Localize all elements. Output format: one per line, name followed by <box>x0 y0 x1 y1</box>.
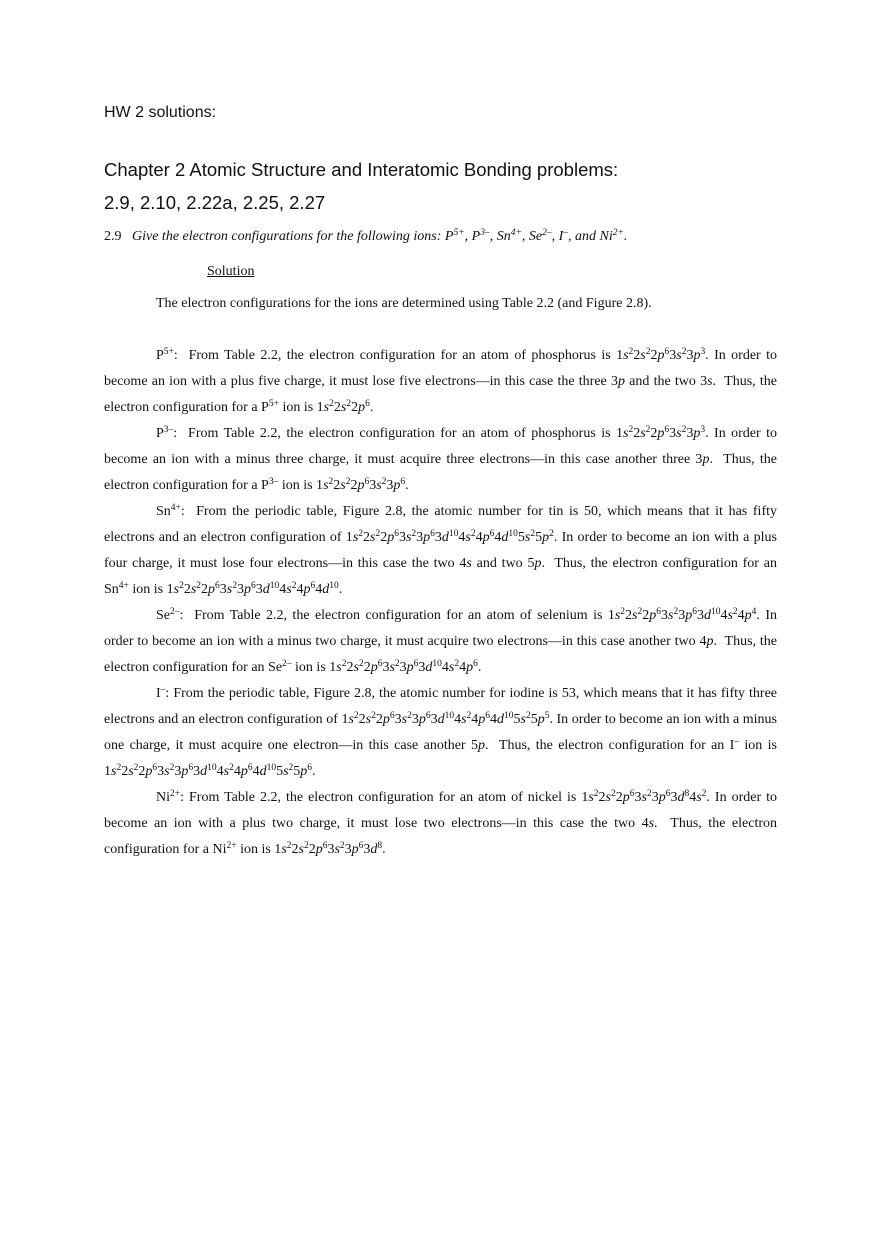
paragraph-iminus: I–: From the periodic table, Figure 2.8, the atomic number for iodine is 53, which means that it has fifty three electrons and an electron configuration of $1s^22s^22p^63s^23p^63d^{10}4s^24p^64d^{10}5s^25p^5$. In order to become an ion with a minus one charge, it must acquire one electron—in this case another 5p. Thus, the electron configuration for an I– ion is $1s^22s^22p^63s^23p^63d^{10}4s^24p^64d^{10}5s^25p^6$. <box>104 684 778 779</box>
solution-body <box>104 343 777 863</box>
paragraph-ni2plus: $Ni^{2+}$: From Table 2.2, the electron configuration for an atom of nickel is $1s^22s^22p^63s^23p^63d^84s^2$. In order to become an ion with a plus two charge, it must lose two electrons—in this case the two 4s. Thus, the electron configuration for a $Ni^{2+}$ ion is $1s^22s^22p^63s^23p^63d^8$. <box>104 788 777 857</box>
question-2-9 <box>104 229 784 245</box>
paragraph-se2minus: $Se^{2-}$: From Table 2.2, the electron configuration for an atom of selenium is $1s^22s^22p^63s^23p^63d^{10}4s^24p^4$. In order to become an ion with a minus two charge, it must acquire two electrons—in this case another two 4p. Thus, the electron configuration for an $Se^{2-}$ ion is $1s^22s^22p^63s^23p^63d^{10}4s^24p^6$. <box>104 606 777 675</box>
hw-title: HW 2 solutions: <box>104 104 217 121</box>
paragraph-p5plus: $P^{5+}$: From Table 2.2, the electron configuration for an atom of phosphorus is $1s^22s^22p^63s^23p^3$. In order to become an ion with a plus five charge, it must lose five electrons—in this case the three 3p and the two 3s. Thus, the electron configuration for a $P^{5+}$ ion is $1s^22s^22p^6$. <box>104 346 777 415</box>
paragraph-sn4plus: $Sn^{4+}$: From the periodic table, Figure 2.8, the atomic number for tin is 50, which means that it has fifty electrons and an electron configuration of $1s^22s^22p^63s^23p^63d^{10}4s^24p^64d^{10}5s^25p^2$. In order to become an ion with a plus four charge, it must lose four electrons—in this case the two 4s and two 5p. Thus, the electron configuration for an $Sn^{4+}$ ion is $1s^22s^22p^63s^23p^63d^{10}4s^24p^64d^{10}$. <box>104 502 778 597</box>
paragraph-p3minus: $P^{3-}$: From Table 2.2, the electron configuration for an atom of phosphorus is $1s^22s^22p^63s^23p^3$. In order to become an ion with a minus three charge, it must acquire three electrons—in this case another three 3p. Thus, the electron configuration for a $P^{3-}$ ion is $1s^22s^22p^63s^23p^6$. <box>104 424 778 493</box>
solution-heading: Solution <box>207 264 255 279</box>
problem-list: 2.9, 2.10, 2.22a, 2.25, 2.27 <box>104 192 326 213</box>
chapter-title: Chapter 2 Atomic Structure and Interatomic Bonding problems: <box>104 159 619 180</box>
solution-intro: The electron configurations for the ions are determined using Table 2.2 (and Figure 2.8). <box>156 296 652 311</box>
question-text: Give the electron configurations for the following ions: $P^{5+}$, $P^{3-}$, $Sn^{4+}$, $Se^{2-}$, I–, and $Ni^{2+}$. <box>132 227 628 244</box>
question-number: 2.9 <box>104 229 122 244</box>
